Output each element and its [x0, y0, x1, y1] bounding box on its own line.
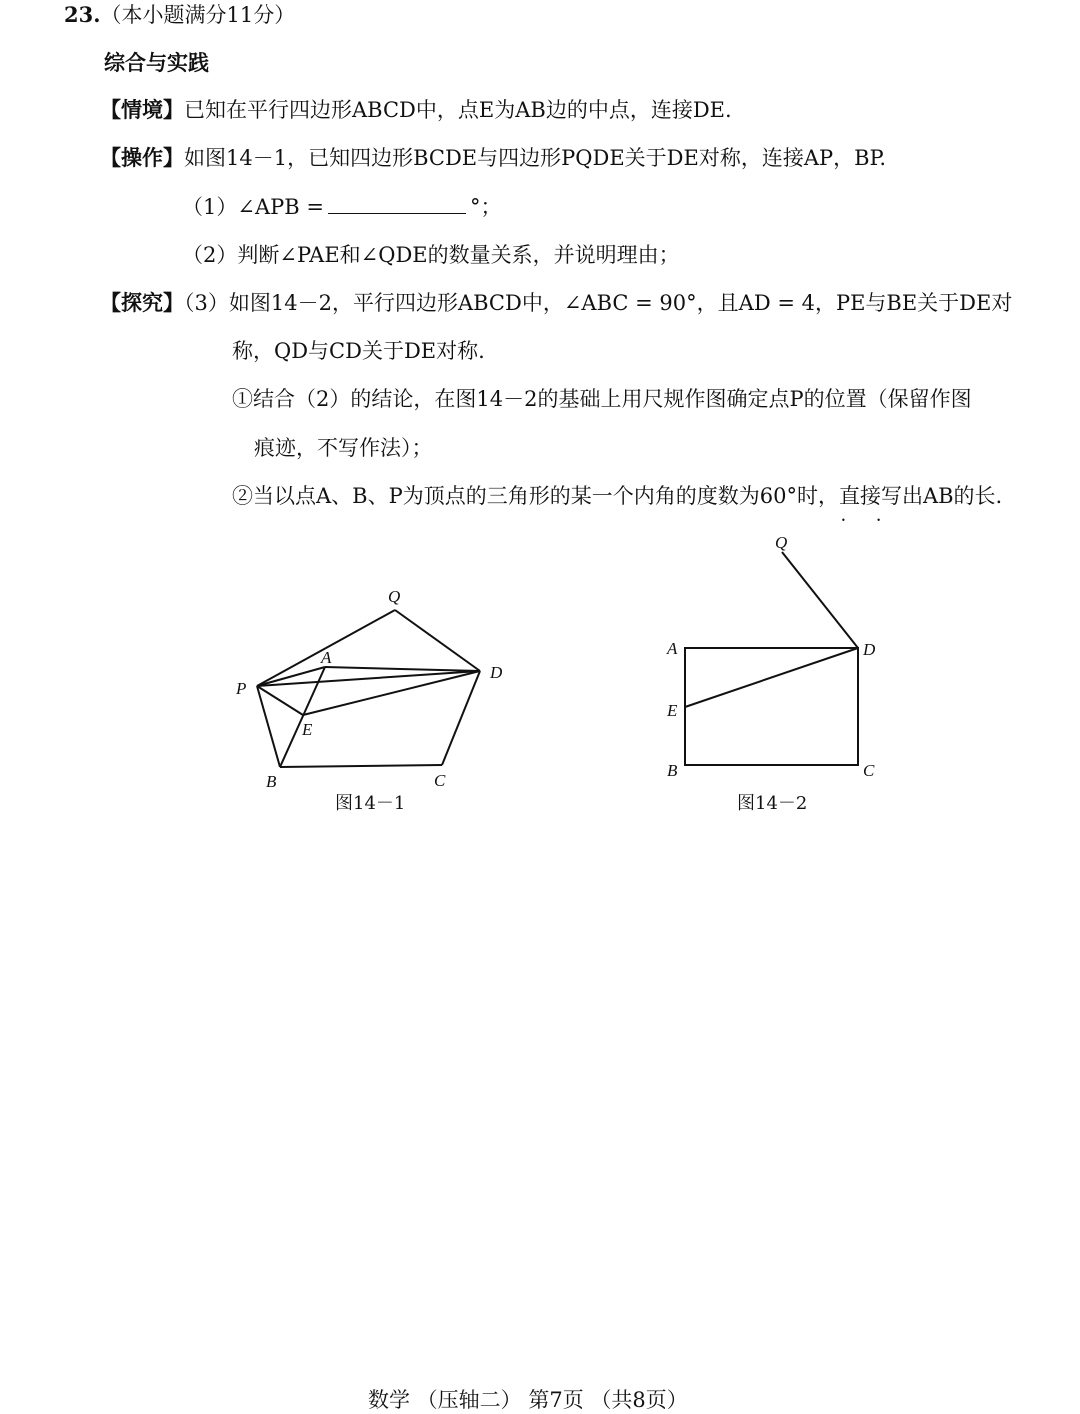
segment-BC: [280, 765, 442, 767]
sub1-line1: ①结合（2）的结论，在图14－2的基础上用尺规作图确定点P的位置（保留作图: [232, 387, 972, 411]
sub2-after: 写出AB的长.: [880, 484, 1003, 508]
page-footer: 数学 （压轴二） 第7页 （共8页）: [368, 1388, 688, 1412]
part1-prefix: （1）∠APB =: [182, 195, 324, 219]
label-B: B: [266, 772, 277, 791]
score-note: （本小题满分11分）: [100, 3, 296, 27]
label-E: E: [302, 720, 313, 739]
segment-CD: [442, 671, 480, 765]
label-C: C: [434, 771, 446, 790]
segment-ED: [685, 648, 858, 707]
figure-14-1: [220, 575, 540, 815]
figure-14-2-caption: 图14－2: [737, 793, 808, 814]
part1-line: [182, 192, 501, 222]
situation-tag: 【情境】: [100, 98, 184, 122]
label-C: C: [863, 761, 875, 780]
section-title: 综合与实践: [104, 51, 209, 75]
part2-line: （2）判断∠PAE和∠QDE的数量关系，并说明理由；: [182, 243, 680, 267]
situation-line: [100, 95, 732, 125]
segment-QD: [395, 610, 480, 671]
label-D: D: [490, 663, 503, 682]
label-E: E: [667, 701, 678, 720]
sub2-emphasis: 直接 • •: [839, 484, 881, 508]
segment-AD: [325, 667, 480, 671]
sub1-line2: 痕迹，不写作法）；: [254, 436, 433, 460]
operation-line: [100, 143, 886, 173]
label-Q: Q: [775, 533, 788, 552]
answer-blank[interactable]: [328, 193, 466, 214]
operation-tag: 【操作】: [100, 146, 184, 170]
label-B: B: [667, 761, 678, 780]
label-P: P: [236, 679, 247, 698]
segment-QD: [782, 552, 858, 648]
part3-line2: 称，QD与CD关于DE对称.: [232, 339, 485, 363]
explore-line: [100, 288, 1012, 318]
sub2-before: ②当以点A、B、P为顶点的三角形的某一个内角的度数为60°时，: [232, 484, 839, 508]
explore-tag: 【探究】: [100, 291, 184, 315]
sub2-line: [232, 481, 1002, 511]
label-Q: Q: [388, 587, 401, 606]
rectangle-ABCD: [685, 648, 858, 765]
label-D: D: [863, 640, 876, 659]
question-header: [64, 0, 295, 30]
label-A: A: [321, 648, 332, 667]
part1-suffix: °；: [469, 195, 502, 219]
question-number: 23.: [64, 2, 101, 27]
label-A: A: [667, 639, 678, 658]
figure-14-2: [655, 530, 915, 800]
part3-line1: （3）如图14－2，平行四边形ABCD中，∠ABC = 90°，且AD = 4，PE与BE关于DE对: [184, 291, 1013, 315]
operation-text: 如图14－1，已知四边形BCDE与四边形PQDE关于DE对称，连接AP，BP.: [184, 146, 887, 170]
figure-14-1-caption: 图14－1: [335, 793, 406, 814]
situation-text: 已知在平行四边形ABCD中，点E为AB边的中点，连接DE.: [184, 98, 732, 122]
